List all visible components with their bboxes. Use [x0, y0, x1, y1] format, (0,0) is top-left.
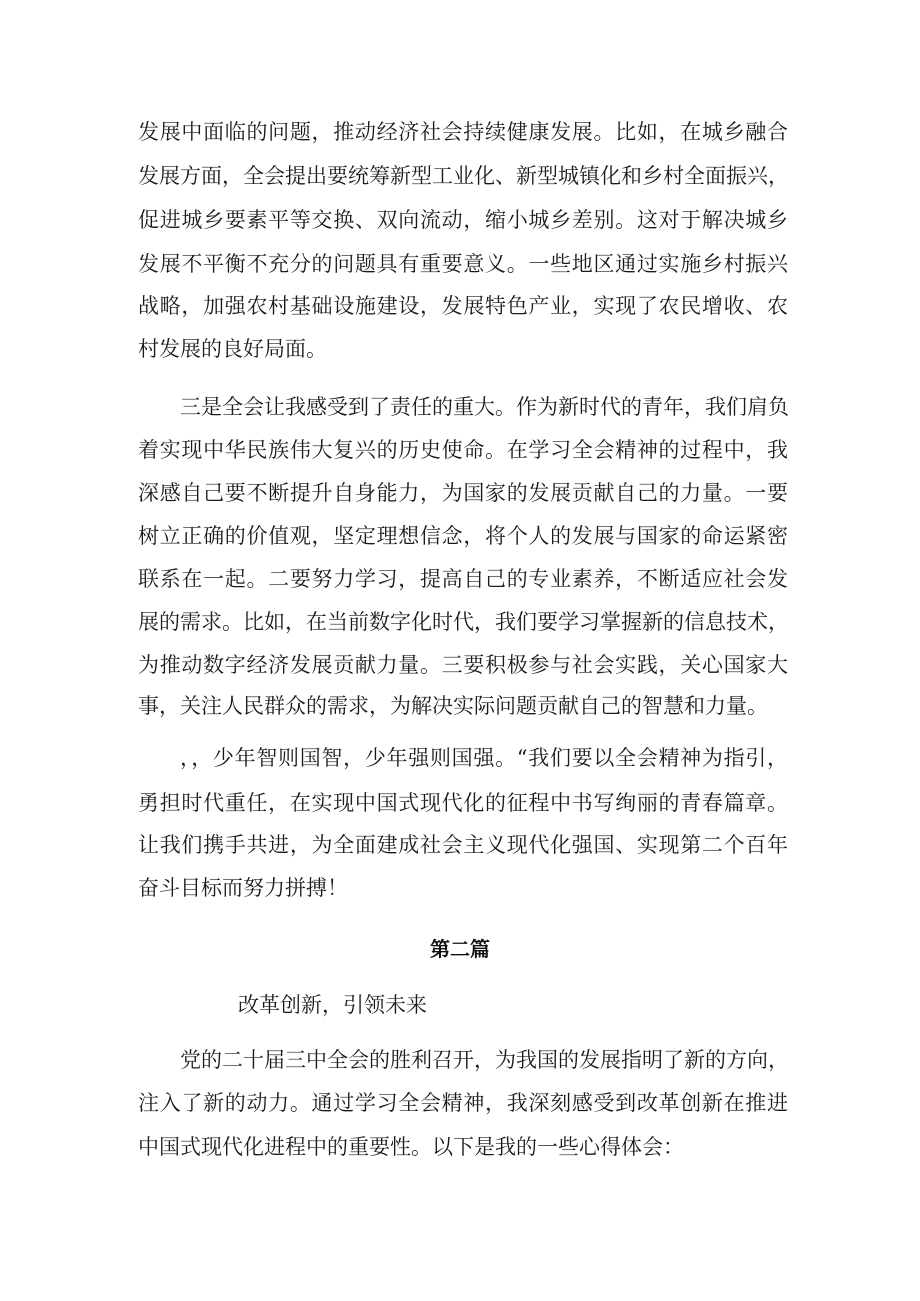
paragraph-line: 奋斗目标而努力拼搏！ — [138, 876, 348, 900]
paragraph-line: ，，少年智则国智，少年强则国强。“我们要以全会精神为指引， — [180, 746, 788, 770]
section-subtitle: 改革创新，引领未来 — [238, 993, 427, 1017]
paragraph-line: 联系在一起。二要努力学习，提高自己的专业素养，不断适应社会发 — [138, 567, 788, 591]
paragraph-line: 展的需求。比如，在当前数字化时代，我们要学习掌握新的信息技术， — [138, 610, 789, 634]
section-heading: 第二篇 — [430, 937, 490, 961]
paragraph-line: 勇担时代重任，在实现中国式现代化的征程中书写绚丽的青春篇章。 — [138, 791, 788, 815]
paragraph-line: 战略，加强农村基础设施建设，发展特色产业，实现了农民增收、农 — [138, 294, 788, 318]
paragraph-line: 发展不平衡不充分的问题具有重要意义。一些地区通过实施乡村振兴 — [138, 252, 788, 276]
paragraph-line: 为推动数字经济发展贡献力量。三要积极参与社会实践，关心国家大 — [138, 653, 788, 677]
paragraph-line: 事，关注人民群众的需求，为解决实际问题贡献自己的智慧和力量。 — [138, 694, 768, 718]
paragraph-line: 树立正确的价值观，坚定理想信念，将个人的发展与国家的命运紧密 — [138, 524, 788, 548]
paragraph-line: 深感自己要不断提升自身能力，为国家的发展贡献自己的力量。一要 — [138, 481, 788, 505]
paragraph-line: 注入了新的动力。通过学习全会精神，我深刻感受到改革创新在推进 — [138, 1091, 788, 1115]
paragraph-line: 党的二十届三中全会的胜利召开，为我国的发展指明了新的方向， — [180, 1048, 789, 1072]
paragraph-line: 三是全会让我感受到了责任的重大。作为新时代的青年，我们肩负 — [180, 395, 789, 419]
paragraph-line: 让我们携手共进，为全面建成社会主义现代化强国、实现第二个百年 — [138, 833, 788, 857]
paragraph-line: 中国式现代化进程中的重要性。以下是我的一些心得体会： — [138, 1135, 684, 1159]
paragraph-line: 村发展的良好局面。 — [138, 337, 327, 361]
paragraph-line: 着实现中华民族伟大复兴的历史使命。在学习全会精神的过程中，我 — [138, 438, 788, 462]
paragraph-line: 促进城乡要素平等交换、双向流动，缩小城乡差别。这对于解决城乡 — [138, 208, 788, 232]
paragraph-line: 发展中面临的问题，推动经济社会持续健康发展。比如，在城乡融合 — [138, 120, 788, 144]
paragraph-line: 发展方面，全会提出要统筹新型工业化、新型城镇化和乡村全面振兴， — [138, 164, 789, 188]
